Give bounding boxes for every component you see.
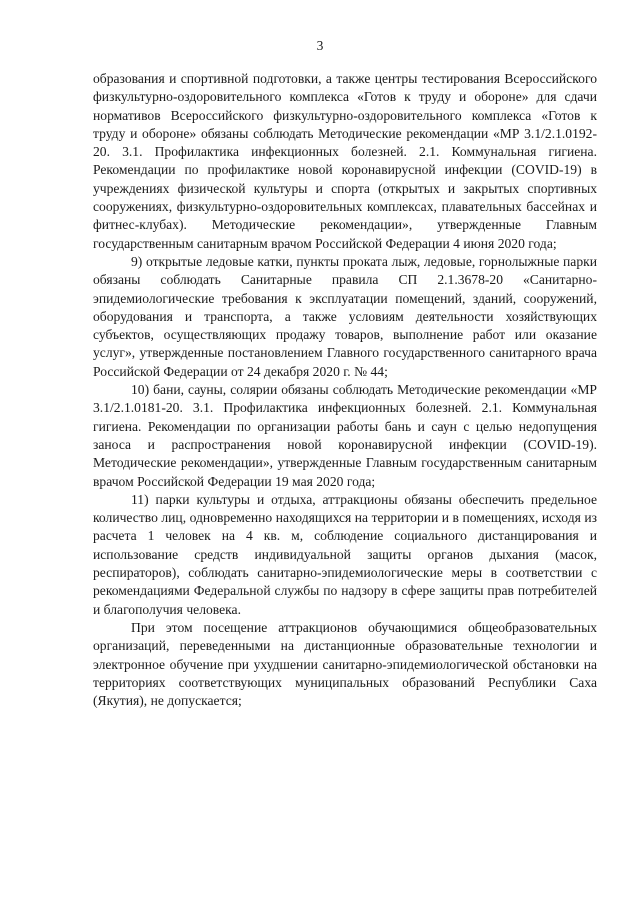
paragraph-item-9: 9) открытые ледовые катки, пункты проката лыж, ледовые, горнолыжные парки обязаны соблюдать Санитарные правила СП 2.1.3678-20 «Санитарно-эпидемиологические требования к эксплуатации помещений, зданий, сооружений, оборудования и транспорта, а также условиям деятельности хозяйствующих субъектов, осуществляющих продажу товаров, выполнение работ или оказание услуг», утвержденные постановлением Главного государственного санитарного врача Российской Федерации от 24 декабря 2020 г. № 44;: [93, 253, 597, 379]
paragraph-continuation: образования и спортивной подготовки, а также центры тестирования Всероссийского физкультурно-оздоровительного комплекса «Готов к труду и обороне» для сдачи нормативов Всероссийского физкультурно-оздоровительного комплекса «Готов к труду и обороне» обязаны соблюдать Методические рекомендации «МР 3.1/2.1.0192-20. 3.1. Профилактика инфекционных болезней. 2.1. Коммунальная гигиена. Рекомендации по профилактике новой коронавирусной инфекции (COVID-19) в учреждениях физической культуры и спорта (открытых и закрытых спортивных сооружениях, физкультурно-оздоровительных комплексах, плавательных бассейнах и фитнес-клубах). Методические рекомендации», утвержденные Главным государственным санитарным врачом Российской Федерации 4 июня 2020 года;: [93, 71, 597, 251]
paragraph-item-11: 11) парки культуры и отдыха, аттракционы обязаны обеспечить предельное количество лиц, одновременно находящихся на территории и в помещениях, исходя из расчета 1 человек на 4 кв. м, соблюдение социального дистанцирования и использование средств индивидуальной защиты органов дыхания (масок, респираторов), соблюдать санитарно-эпидемиологические меры в соответствии с рекомендациями Федеральной службы по надзору в сфере защиты прав потребителей и благополучия человека.: [93, 491, 597, 617]
paragraph-item-10: 10) бани, сауны, солярии обязаны соблюдать Методические рекомендации «МР 3.1/2.1.0181-20. 3.1. Профилактика инфекционных болезней. 2.1. Коммунальная гигиена. Рекомендации по организации работы бань и саун с целью недопущения заноса и распространения новой коронавирусной инфекции (COVID-19). Методические рекомендации», утвержденные Главным государственным санитарным врачом Российской Федерации 19 мая 2020 года;: [93, 382, 597, 489]
paragraph-attractions-note: При этом посещение аттракционов обучающимися общеобразовательных организаций, переведенными на дистанционные образовательные технологии и электронное обучение при ухудшении санитарно-эпидемиологической обстановки на территориях соответствующих муниципальных образований Республики Саха (Якутия), не допускается;: [93, 619, 597, 709]
document-body: [93, 70, 597, 710]
page-number: 3: [316, 38, 324, 53]
